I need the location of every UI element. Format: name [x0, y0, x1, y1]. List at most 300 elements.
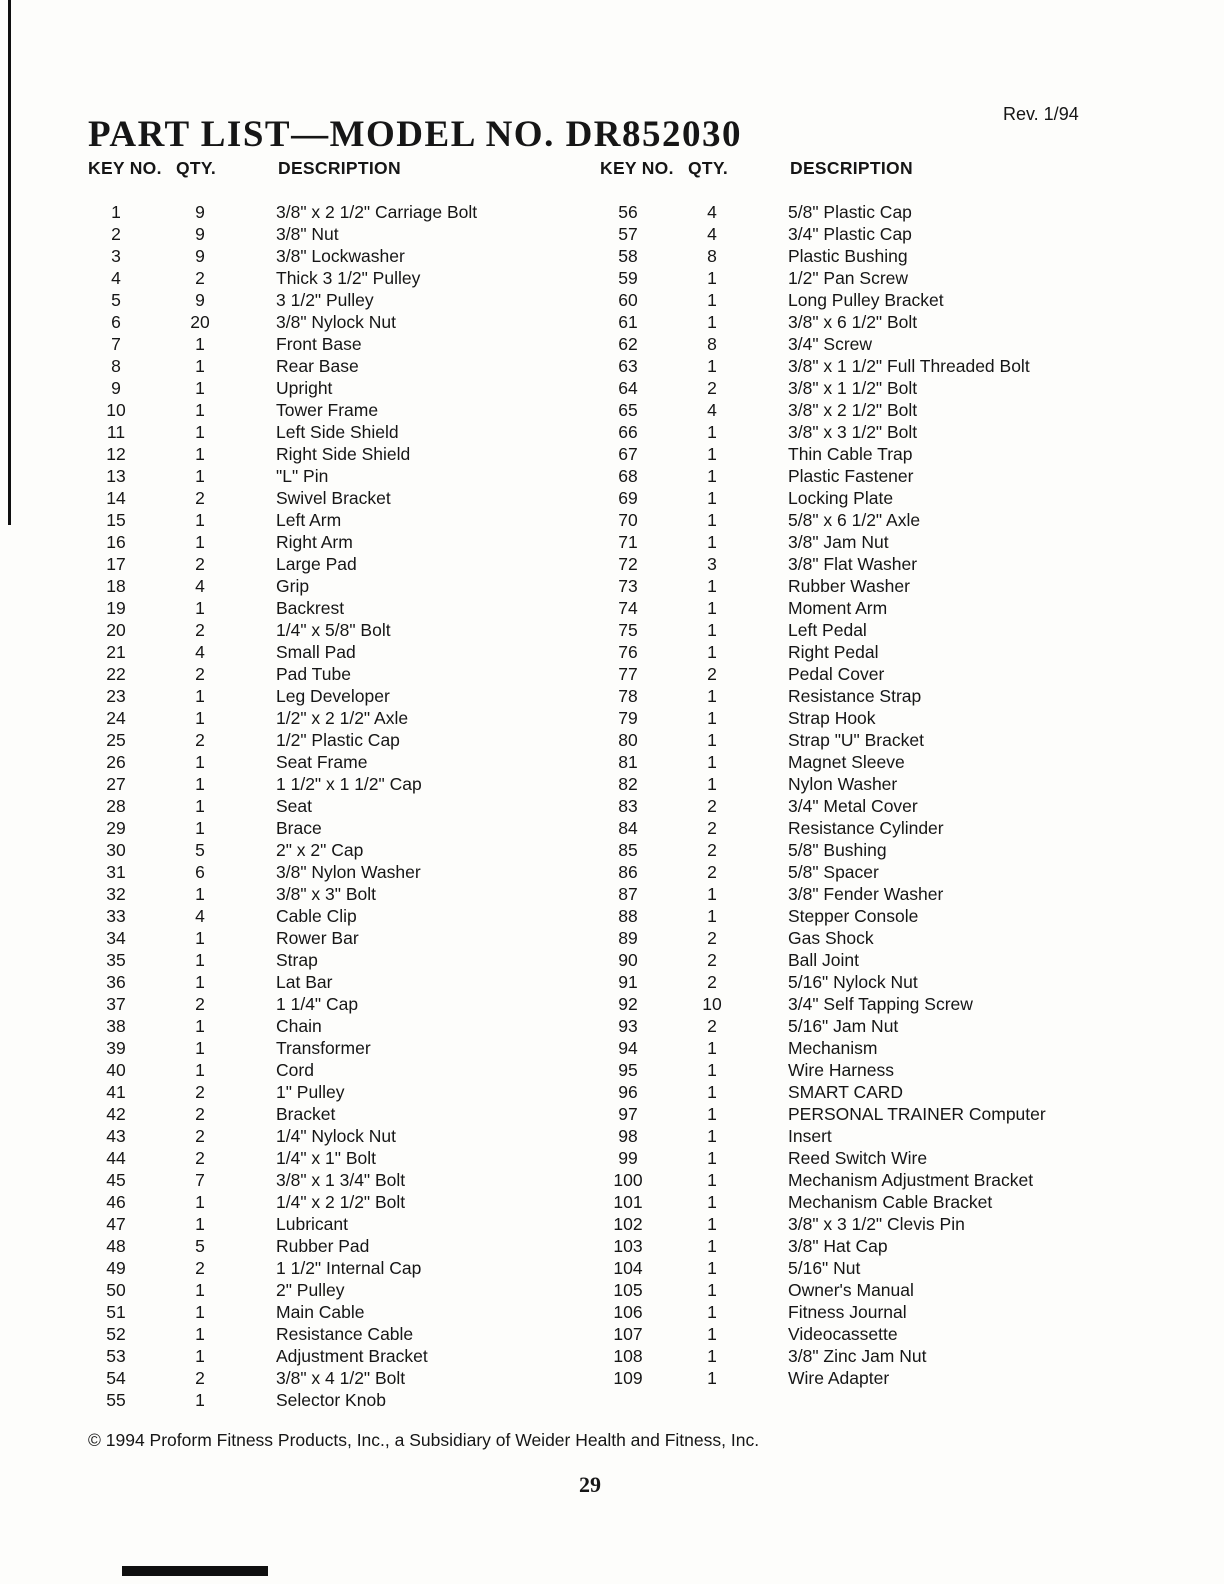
part-description: Bracket — [276, 1104, 336, 1124]
part-key: 31 — [106, 862, 126, 882]
part-qty: 4 — [195, 576, 205, 596]
part-key: 84 — [618, 818, 638, 838]
part-key: 107 — [613, 1324, 643, 1344]
part-description: Wire Harness — [788, 1060, 894, 1080]
table-row — [88, 993, 593, 1015]
part-key: 15 — [106, 510, 126, 530]
table-row — [88, 1257, 593, 1279]
part-key: 22 — [106, 664, 126, 684]
part-description: 3/4" Screw — [788, 334, 873, 354]
part-key: 33 — [106, 906, 126, 926]
part-key: 81 — [618, 752, 638, 772]
table-row — [88, 1345, 593, 1367]
part-key: 59 — [618, 268, 638, 288]
table-row — [88, 641, 593, 663]
part-description: Cord — [276, 1060, 314, 1080]
table-row — [600, 377, 1180, 399]
part-qty: 1 — [195, 774, 205, 794]
table-row — [600, 729, 1180, 751]
part-key: 86 — [618, 862, 638, 882]
part-key: 2 — [111, 224, 121, 244]
part-description: Videocassette — [788, 1324, 898, 1344]
table-row — [600, 443, 1180, 465]
part-description: Mechanism Cable Bracket — [788, 1192, 993, 1212]
part-description: 1" Pulley — [276, 1082, 345, 1102]
part-key: 23 — [106, 686, 126, 706]
part-description: Selector Knob — [276, 1390, 386, 1410]
part-description: PERSONAL TRAINER Computer — [788, 1104, 1046, 1124]
part-qty: 1 — [195, 422, 205, 442]
part-qty: 2 — [195, 488, 205, 508]
part-key: 99 — [618, 1148, 638, 1168]
part-key: 90 — [618, 950, 638, 970]
part-key: 10 — [106, 400, 126, 420]
table-row — [88, 1301, 593, 1323]
part-description: Moment Arm — [788, 598, 888, 618]
part-key: 63 — [618, 356, 638, 376]
part-key: 26 — [106, 752, 126, 772]
table-row — [88, 1103, 593, 1125]
scan-artifact-bottom-bar — [122, 1566, 268, 1576]
part-qty: 1 — [707, 1192, 717, 1212]
part-qty: 1 — [707, 1302, 717, 1322]
part-qty: 1 — [707, 730, 717, 750]
part-key: 79 — [618, 708, 638, 728]
page-title: PART LIST—MODEL NO. DR852030 — [88, 113, 743, 155]
part-qty: 1 — [707, 1060, 717, 1080]
part-description: Rubber Pad — [276, 1236, 370, 1256]
table-row — [600, 663, 1180, 685]
part-key: 76 — [618, 642, 638, 662]
part-key: 70 — [618, 510, 638, 530]
part-qty: 1 — [707, 642, 717, 662]
part-description: Reed Switch Wire — [788, 1148, 928, 1168]
part-key: 12 — [106, 444, 126, 464]
part-qty: 20 — [190, 312, 210, 332]
part-description: Resistance Cylinder — [788, 818, 944, 838]
table-row — [88, 949, 593, 971]
part-qty: 2 — [195, 1104, 205, 1124]
part-qty: 1 — [195, 356, 205, 376]
part-qty: 2 — [707, 972, 717, 992]
part-description: 3/8" x 2 1/2" Bolt — [788, 400, 918, 420]
part-description: Brace — [276, 818, 322, 838]
part-key: 8 — [111, 356, 121, 376]
part-key: 89 — [618, 928, 638, 948]
table-row — [88, 575, 593, 597]
part-description: 3/8" Nut — [276, 224, 339, 244]
table-row — [600, 1015, 1180, 1037]
part-description: 3/4" Plastic Cap — [788, 224, 912, 244]
part-qty: 3 — [707, 554, 717, 574]
table-row — [600, 619, 1180, 641]
part-qty: 1 — [195, 598, 205, 618]
part-qty: 1 — [707, 1126, 717, 1146]
part-qty: 9 — [195, 246, 205, 266]
parts-rows-left — [88, 201, 593, 1411]
part-key: 11 — [106, 422, 126, 442]
part-key: 100 — [613, 1170, 643, 1190]
part-qty: 2 — [707, 840, 717, 860]
table-row — [600, 641, 1180, 663]
table-row — [88, 465, 593, 487]
part-qty: 1 — [707, 1170, 717, 1190]
part-qty: 1 — [707, 312, 717, 332]
table-row — [600, 1257, 1180, 1279]
part-description: Ball Joint — [788, 950, 860, 970]
part-key: 71 — [618, 532, 638, 552]
column-header-key: KEY NO. — [600, 158, 674, 178]
table-row — [88, 531, 593, 553]
part-qty: 1 — [195, 972, 205, 992]
part-description: 1 1/4" Cap — [276, 994, 359, 1014]
part-description: Plastic Fastener — [788, 466, 914, 486]
part-key: 56 — [618, 202, 638, 222]
part-qty: 2 — [707, 928, 717, 948]
part-description: 3/8" x 6 1/2" Bolt — [788, 312, 918, 332]
part-key: 54 — [106, 1368, 126, 1388]
column-header-qty: QTY. — [688, 158, 729, 178]
table-row — [600, 751, 1180, 773]
parts-table-right — [600, 158, 1180, 1389]
table-row — [88, 795, 593, 817]
part-qty: 1 — [195, 400, 205, 420]
part-key: 75 — [618, 620, 638, 640]
part-key: 106 — [613, 1302, 643, 1322]
table-row — [600, 927, 1180, 949]
part-qty: 1 — [195, 1324, 205, 1344]
part-key: 4 — [111, 268, 121, 288]
page-number: 29 — [579, 1472, 601, 1497]
part-qty: 1 — [707, 1082, 717, 1102]
part-key: 105 — [613, 1280, 643, 1300]
table-row — [600, 971, 1180, 993]
part-key: 38 — [106, 1016, 126, 1036]
part-description: Strap Hook — [788, 708, 876, 728]
parts-rows-right — [600, 201, 1180, 1389]
table-row — [600, 509, 1180, 531]
part-key: 29 — [106, 818, 126, 838]
part-description: 1/4" x 2 1/2" Bolt — [276, 1192, 406, 1212]
part-qty: 1 — [707, 1148, 717, 1168]
part-description: Rower Bar — [276, 928, 359, 948]
table-row — [88, 201, 593, 223]
part-qty: 1 — [707, 752, 717, 772]
table-row — [88, 1191, 593, 1213]
part-key: 34 — [106, 928, 126, 948]
part-description: 3/8" x 1 3/4" Bolt — [276, 1170, 406, 1190]
table-row — [600, 465, 1180, 487]
part-description: 3/8" Jam Nut — [788, 532, 889, 552]
part-qty: 2 — [707, 818, 717, 838]
table-row — [600, 245, 1180, 267]
part-description: Pad Tube — [276, 664, 351, 684]
part-qty: 4 — [707, 400, 717, 420]
part-qty: 1 — [707, 620, 717, 640]
table-row — [88, 289, 593, 311]
part-key: 43 — [106, 1126, 126, 1146]
part-description: Lubricant — [276, 1214, 348, 1234]
part-key: 51 — [106, 1302, 126, 1322]
table-row — [600, 531, 1180, 553]
part-description: 3/8" x 3 1/2" Bolt — [788, 422, 918, 442]
table-row — [88, 773, 593, 795]
part-description: Main Cable — [276, 1302, 365, 1322]
part-qty: 1 — [195, 708, 205, 728]
part-qty: 1 — [707, 532, 717, 552]
part-qty: 1 — [707, 510, 717, 530]
table-row — [600, 311, 1180, 333]
part-description: 1/2" Plastic Cap — [276, 730, 400, 750]
part-key: 93 — [618, 1016, 638, 1036]
part-description: Stepper Console — [788, 906, 919, 926]
table-row — [88, 245, 593, 267]
part-qty: 2 — [195, 994, 205, 1014]
part-description: 3/8" x 3 1/2" Clevis Pin — [788, 1214, 965, 1234]
part-description: Wire Adapter — [788, 1368, 890, 1388]
table-row — [600, 817, 1180, 839]
table-row — [88, 1367, 593, 1389]
part-qty: 1 — [195, 1192, 205, 1212]
part-qty: 1 — [707, 884, 717, 904]
part-key: 52 — [106, 1324, 126, 1344]
part-description: Left Side Shield — [276, 422, 399, 442]
part-qty: 2 — [707, 664, 717, 684]
part-description: Plastic Bushing — [788, 246, 908, 266]
part-qty: 2 — [707, 378, 717, 398]
part-qty: 1 — [195, 1302, 205, 1322]
table-row — [88, 971, 593, 993]
part-description: 3/4" Self Tapping Screw — [788, 994, 973, 1014]
table-row — [600, 289, 1180, 311]
part-qty: 2 — [195, 1148, 205, 1168]
part-key: 6 — [111, 312, 121, 332]
part-description: 3/4" Metal Cover — [788, 796, 918, 816]
part-key: 98 — [618, 1126, 638, 1146]
table-row — [88, 1169, 593, 1191]
part-key: 91 — [618, 972, 638, 992]
part-key: 55 — [106, 1390, 126, 1410]
part-key: 62 — [618, 334, 638, 354]
part-key: 36 — [106, 972, 126, 992]
part-qty: 1 — [195, 1038, 205, 1058]
table-row — [600, 1081, 1180, 1103]
part-description: 5/8" Bushing — [788, 840, 887, 860]
part-description: Left Arm — [276, 510, 342, 530]
part-qty: 1 — [707, 1346, 717, 1366]
part-description: Grip — [276, 576, 310, 596]
part-qty: 1 — [195, 1346, 205, 1366]
table-row — [88, 597, 593, 619]
part-key: 32 — [106, 884, 126, 904]
part-description: 2" Pulley — [276, 1280, 345, 1300]
part-key: 94 — [618, 1038, 638, 1058]
part-description: Leg Developer — [276, 686, 390, 706]
part-description: Cable Clip — [276, 906, 357, 926]
part-description: 3/8" Nylock Nut — [276, 312, 397, 332]
part-description: 5/8" Plastic Cap — [788, 202, 912, 222]
part-key: 40 — [106, 1060, 126, 1080]
part-qty: 1 — [195, 796, 205, 816]
part-key: 41 — [106, 1082, 126, 1102]
part-key: 45 — [106, 1170, 126, 1190]
part-qty: 1 — [707, 356, 717, 376]
table-row — [600, 707, 1180, 729]
part-qty: 1 — [195, 532, 205, 552]
part-description: Nylon Washer — [788, 774, 898, 794]
part-qty: 1 — [707, 290, 717, 310]
part-qty: 1 — [195, 334, 205, 354]
part-qty: 1 — [195, 884, 205, 904]
part-qty: 2 — [195, 1082, 205, 1102]
part-description: "L" Pin — [276, 466, 329, 486]
part-key: 28 — [106, 796, 126, 816]
part-description: Insert — [788, 1126, 832, 1146]
part-description: Chain — [276, 1016, 322, 1036]
part-description: Thin Cable Trap — [788, 444, 913, 464]
part-qty: 1 — [707, 466, 717, 486]
part-qty: 1 — [195, 510, 205, 530]
column-header-row — [600, 158, 1180, 179]
part-qty: 1 — [195, 1016, 205, 1036]
table-row — [88, 1279, 593, 1301]
part-qty: 1 — [195, 1060, 205, 1080]
part-qty: 2 — [195, 268, 205, 288]
part-key: 72 — [618, 554, 638, 574]
table-row — [88, 1323, 593, 1345]
table-row — [600, 355, 1180, 377]
part-description: 3/8" Flat Washer — [788, 554, 918, 574]
parts-table-left — [88, 158, 593, 1411]
table-row — [88, 487, 593, 509]
part-key: 3 — [111, 246, 121, 266]
part-description: 1 1/2" Internal Cap — [276, 1258, 422, 1278]
part-key: 57 — [618, 224, 638, 244]
part-qty: 5 — [195, 840, 205, 860]
part-key: 7 — [111, 334, 121, 354]
part-key: 60 — [618, 290, 638, 310]
part-description: Large Pad — [276, 554, 357, 574]
part-description: Small Pad — [276, 642, 356, 662]
table-row — [600, 575, 1180, 597]
part-key: 17 — [106, 554, 126, 574]
part-qty: 5 — [195, 1236, 205, 1256]
part-key: 21 — [106, 642, 126, 662]
part-description: 1/4" x 1" Bolt — [276, 1148, 376, 1168]
part-description: 5/16" Nylock Nut — [788, 972, 918, 992]
part-qty: 1 — [707, 1104, 717, 1124]
table-row — [88, 1389, 593, 1411]
table-row — [600, 1301, 1180, 1323]
part-description: Adjustment Bracket — [276, 1346, 428, 1366]
part-qty: 2 — [707, 862, 717, 882]
part-key: 109 — [613, 1368, 643, 1388]
part-key: 68 — [618, 466, 638, 486]
table-row — [600, 421, 1180, 443]
table-row — [600, 1147, 1180, 1169]
part-description: 3/8" x 1 1/2" Bolt — [788, 378, 918, 398]
part-qty: 1 — [707, 1038, 717, 1058]
part-description: Upright — [276, 378, 333, 398]
table-row — [600, 333, 1180, 355]
table-row — [600, 1235, 1180, 1257]
table-row — [600, 1279, 1180, 1301]
part-key: 73 — [618, 576, 638, 596]
table-row — [600, 399, 1180, 421]
part-key: 108 — [613, 1346, 643, 1366]
part-qty: 1 — [707, 1214, 717, 1234]
part-description: 5/16" Jam Nut — [788, 1016, 899, 1036]
table-row — [88, 927, 593, 949]
part-description: Right Pedal — [788, 642, 879, 662]
column-header-row — [88, 158, 593, 179]
part-qty: 1 — [707, 906, 717, 926]
part-description: Thick 3 1/2" Pulley — [276, 268, 421, 288]
part-description: Seat — [276, 796, 312, 816]
table-row — [600, 1323, 1180, 1345]
table-row — [600, 223, 1180, 245]
part-key: 13 — [106, 466, 126, 486]
part-qty: 1 — [707, 686, 717, 706]
part-qty: 4 — [707, 202, 717, 222]
part-qty: 1 — [195, 818, 205, 838]
part-qty: 1 — [195, 950, 205, 970]
part-key: 44 — [106, 1148, 126, 1168]
table-row — [88, 751, 593, 773]
part-description: Seat Frame — [276, 752, 368, 772]
part-qty: 8 — [707, 246, 717, 266]
part-qty: 4 — [707, 224, 717, 244]
part-qty: 1 — [195, 686, 205, 706]
part-description: 3/8" Hat Cap — [788, 1236, 888, 1256]
table-row — [600, 1059, 1180, 1081]
part-qty: 7 — [195, 1170, 205, 1190]
part-key: 18 — [106, 576, 126, 596]
table-row — [88, 619, 593, 641]
part-qty: 1 — [195, 1390, 205, 1410]
part-qty: 1 — [195, 466, 205, 486]
part-key: 5 — [111, 290, 121, 310]
part-description: 3/8" Zinc Jam Nut — [788, 1346, 927, 1366]
part-key: 83 — [618, 796, 638, 816]
part-description: 1/4" Nylock Nut — [276, 1126, 397, 1146]
part-description: Long Pulley Bracket — [788, 290, 944, 310]
table-row — [600, 795, 1180, 817]
table-row — [88, 1147, 593, 1169]
table-row — [600, 685, 1180, 707]
part-key: 97 — [618, 1104, 638, 1124]
part-description: Mechanism — [788, 1038, 878, 1058]
part-key: 42 — [106, 1104, 126, 1124]
part-qty: 1 — [707, 268, 717, 288]
part-description: Transformer — [276, 1038, 371, 1058]
part-description: Right Side Shield — [276, 444, 411, 464]
table-row — [600, 597, 1180, 619]
part-description: 3/8" x 1 1/2" Full Threaded Bolt — [788, 356, 1030, 376]
part-qty: 9 — [195, 224, 205, 244]
table-row — [88, 685, 593, 707]
part-qty: 10 — [702, 994, 722, 1014]
copyright-line: © 1994 Proform Fitness Products, Inc., a Subsidiary of Weider Health and Fitness, Inc. — [88, 1430, 760, 1450]
part-description: 2" x 2" Cap — [276, 840, 364, 860]
part-qty: 9 — [195, 290, 205, 310]
table-row — [88, 839, 593, 861]
part-key: 101 — [613, 1192, 643, 1212]
table-row — [88, 1125, 593, 1147]
part-key: 104 — [613, 1258, 643, 1278]
scan-artifact-left-edge — [8, 0, 11, 525]
part-description: Magnet Sleeve — [788, 752, 905, 772]
